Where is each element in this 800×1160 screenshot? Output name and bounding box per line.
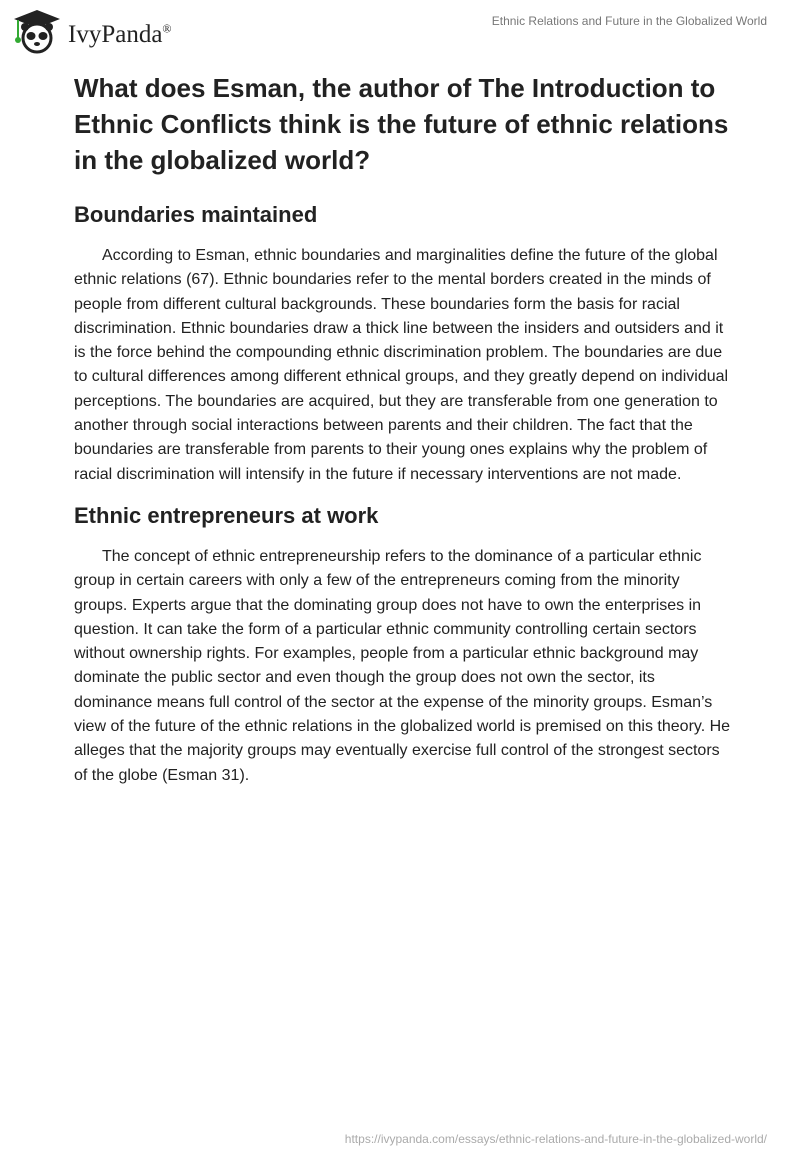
header-document-title: Ethnic Relations and Future in the Globalized World — [491, 14, 767, 28]
panda-graduate-icon — [12, 8, 62, 54]
section-heading: Boundaries maintained — [74, 202, 318, 227]
section-paragraph: The concept of ethnic entrepreneurship refers to the dominance of a particular ethnic group in certain careers with only a few of the entrepreneurs coming from the minority groups. Experts argue that the dominating group does not have to own the enterprises in question. It can take the form of a particular ethnic community controlling certain sectors without ownership rights. For examples, people from a particular ethnic background may dominate the public sector and even though the group does not own the sector, its dominance means full control of the sector at the expense of the minority groups. Esman’s view of the future of the ethnic relations in the globalized world is premised on this theory. He alleges that the majority groups may eventually exercise full control of the strongest sectors of the globe (Esman 31). — [74, 547, 731, 784]
article-title: What does Esman, the author of The Introduction to Ethnic Conflicts think is the future of ethnic relations in the globalized world? — [74, 73, 729, 175]
article — [74, 70, 734, 802]
section-paragraph: According to Esman, ethnic boundaries and marginalities define the future of the global ethnic relations (67). Ethnic boundaries refer to the mental borders created in the minds of people from different cultural backgrounds. These boundaries form the basis for racial discrimination. Ethnic boundaries draw a thick line between the insiders and outsiders and it is the force behind the compounding ethnic discrimination problem. The boundaries are due to cultural differences among different ethnical groups, and they greatly depend on individual perceptions. The boundaries are acquired, but they are transferable from one generation to another through social interactions between parents and their children. The fact that the boundaries are transferable from parents to their young ones explains why the problem of racial discrimination will intensify in the future if necessary interventions are not made. — [74, 247, 729, 483]
ivypanda-logo[interactable] — [12, 8, 172, 54]
footer-url-link[interactable]: https://ivypanda.com/essays/ethnic-relations-and-future-in-the-globalized-world/ — [344, 1132, 767, 1146]
logo-text: IvyPanda® — [68, 21, 172, 48]
section-heading: Ethnic entrepreneurs at work — [74, 502, 379, 528]
